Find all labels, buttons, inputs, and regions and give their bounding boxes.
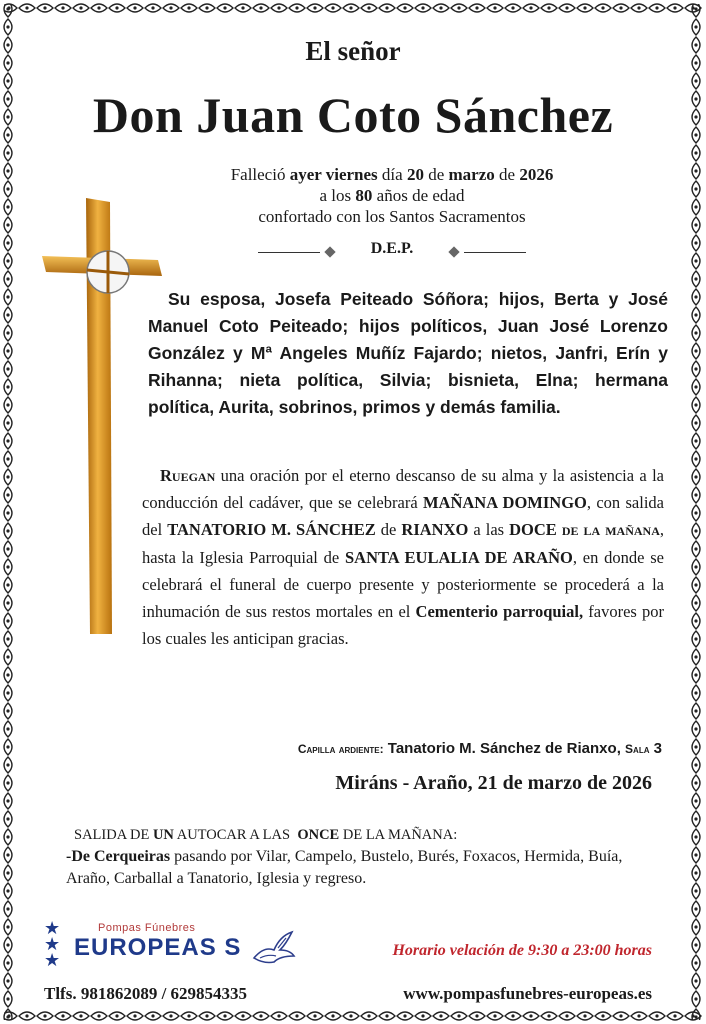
prayer-text: Cementerio parroquial, xyxy=(415,602,584,622)
prayer-text: a las xyxy=(468,520,510,540)
passing-text: 2026 xyxy=(519,165,554,184)
passing-text: 20 xyxy=(406,165,424,184)
chapel-room: 3 xyxy=(653,740,662,757)
passing-text: de xyxy=(494,165,520,184)
age-text: años de edad xyxy=(372,186,465,205)
notice-body xyxy=(22,22,684,1002)
header-label: El señor xyxy=(305,36,401,66)
family-list: Su esposa, Josefa Peiteado Sóñora; hijos, Berta y José Manuel Coto Peiteado; hijos políticos, Juan José Lorenzo González y Mª Angeles Muñíz Fajardo; nietos, Janfri, Erín y Rihanna; nieta política, Silvia; bisnieta, Elna; hermana política, Aurita, sobrinos, primos y demás familia. xyxy=(148,289,668,417)
prayer-text: de xyxy=(375,520,402,540)
website-link: www.pompasfunebres-europeas.es xyxy=(403,984,652,1003)
logo-name: EUROPEAS S xyxy=(74,934,242,961)
passing-text: Falleció xyxy=(230,165,290,184)
passing-text: de xyxy=(423,165,449,184)
age-line xyxy=(182,185,602,206)
prayer-text: DOCE de la mañana xyxy=(509,520,660,540)
dep-divider xyxy=(252,240,532,266)
dep-label: D.E.P. xyxy=(370,240,414,257)
bus-title xyxy=(74,824,666,846)
passing-info xyxy=(182,164,602,227)
passing-text: día xyxy=(377,165,407,184)
wake-hours: Horario velación de 9:30 a 23:00 horas xyxy=(392,942,652,959)
prayer-text: favores por los cuales les anticipan gracias. xyxy=(142,602,664,649)
bus-route-origin: -De Cerqueiras xyxy=(66,848,171,865)
sacraments-line: confortado con los Santos Sacramentos xyxy=(258,207,526,226)
prayer-text: SANTA EULALIA DE ARAÑO xyxy=(344,547,573,567)
prayer-text: , hasta la Iglesia Parroquial de xyxy=(142,520,665,567)
chapel-room-label: Sala xyxy=(625,742,650,756)
bus-route xyxy=(66,846,666,890)
passing-text: ayer viernes xyxy=(289,165,378,184)
prayer-text: RIANXO xyxy=(401,520,469,540)
bus-info xyxy=(66,824,666,890)
age-text: a los xyxy=(319,186,356,205)
phone-numbers: Tlfs. 981862089 / 629854335 xyxy=(44,984,248,1003)
bus-route-stops: pasando por Vilar, Campelo, Bustelo, Burés, Foxacos, Hermida, Buía, Araño, Carballal a Tanatorio, Iglesia y regreso. xyxy=(66,848,623,887)
prayer-text: Ruegan xyxy=(160,466,216,485)
prayer-text: TANATORIO M. SÁNCHEZ xyxy=(167,520,376,540)
chapel-value: Tanatorio M. Sánchez de Rianxo, xyxy=(387,740,621,757)
company-logo xyxy=(44,920,284,980)
bus-title-text: ONCE xyxy=(297,827,340,843)
bus-title-text: SALIDA DE xyxy=(74,827,153,843)
place-date: Miráns - Araño, 21 de marzo de 2026 xyxy=(335,772,652,794)
prayer-text: MAÑANA DOMINGO xyxy=(422,493,587,513)
stars-icon: ★ ★ ★ xyxy=(44,918,61,970)
chapel-label: Capilla ardiente: xyxy=(297,742,384,756)
passing-date-line xyxy=(182,164,602,185)
prayer-text: , en donde se celebrará el funeral de cuerpo presente y posteriormente se procederá a la inhumación de sus restos mortales en el xyxy=(142,547,664,622)
prayer-text: , con salida del xyxy=(142,493,664,540)
passing-text: marzo xyxy=(448,165,495,184)
age-text: 80 xyxy=(355,186,373,205)
deceased-name: Don Juan Coto Sánchez xyxy=(92,87,614,143)
chapel-line xyxy=(142,740,662,757)
logo-tagline: Pompas Fúnebres xyxy=(98,922,196,934)
prayer-paragraph xyxy=(142,462,664,652)
bus-title-text: UN xyxy=(152,827,174,843)
dove-icon xyxy=(250,928,296,968)
prayer-text: una oración por el eterno descanso de su alma y la asistencia a la conducción del cadáver, que se celebrará xyxy=(142,466,664,513)
bus-title-text: DE LA MAÑANA: xyxy=(339,827,458,843)
bus-title-text: AUTOCAR A LAS xyxy=(173,827,298,843)
